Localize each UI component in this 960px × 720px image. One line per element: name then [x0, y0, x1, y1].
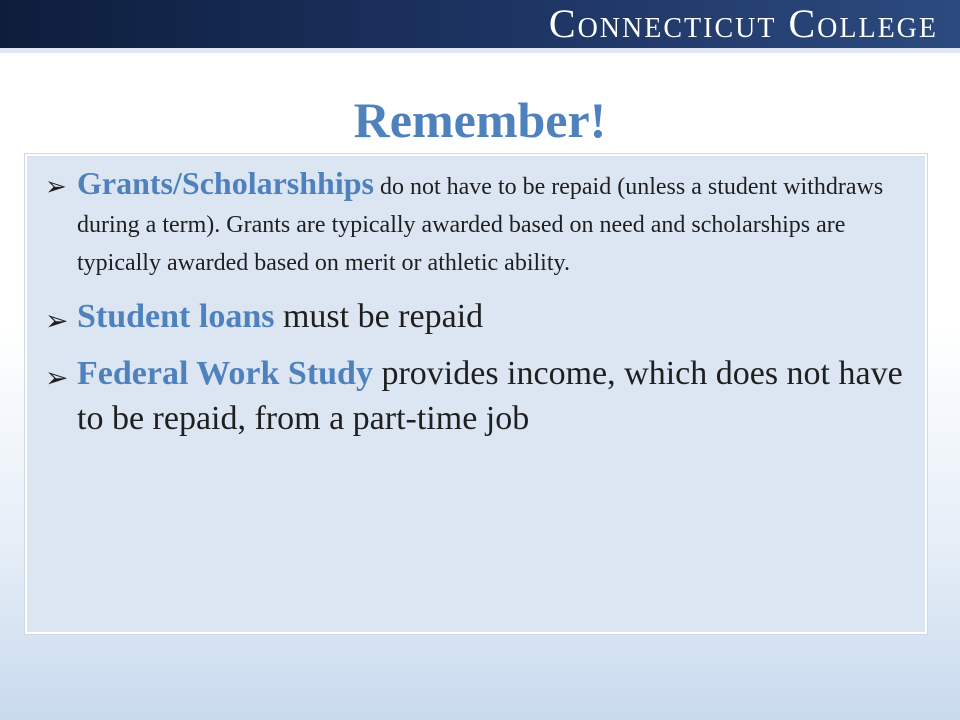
- header-bar: [0, 0, 960, 48]
- bullet-text: provides income, which does not have to be repaid, from a part-time job: [77, 355, 903, 437]
- bullet-student-loans: [27, 294, 907, 339]
- header-divider: [0, 48, 960, 53]
- bullet-work-study: [27, 351, 907, 441]
- content-box: [27, 156, 925, 632]
- arrow-bullet-icon: ➢: [45, 172, 67, 202]
- bullet-lead: Grants/Scholarshhips: [77, 165, 374, 201]
- bullet-lead: Student loans: [77, 298, 275, 335]
- college-name: Connecticut College: [548, 1, 938, 46]
- arrow-bullet-icon: ➢: [45, 304, 69, 337]
- arrow-bullet-icon: ➢: [45, 361, 69, 394]
- bullet-text: do not have to be repaid (unless a student withdraws during a term). Grants are typically awarded based on need and scholarships are typically awarded based on merit or athletic ability.: [77, 174, 884, 276]
- bullet-lead: Federal Work Study: [77, 355, 373, 392]
- bullet-text: must be repaid: [274, 298, 484, 335]
- bullet-list: [27, 164, 907, 441]
- bullet-grants: [27, 164, 907, 282]
- slide-title: Remember!: [353, 92, 607, 148]
